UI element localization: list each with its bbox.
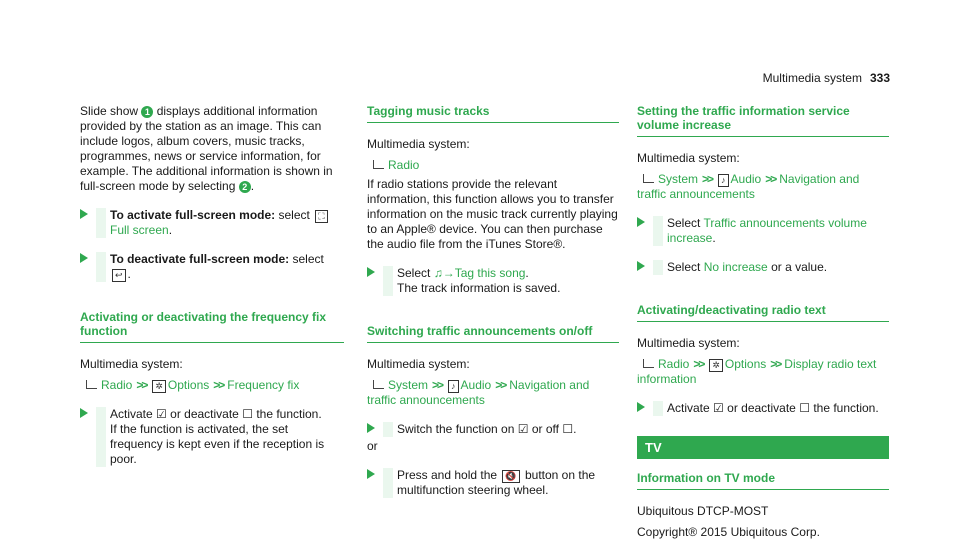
instruction-tag: Select ♫→Tag this song. The track information is saved. [367, 266, 619, 296]
freq-ins-3: the function. [256, 407, 322, 421]
arrow-icon [367, 267, 375, 277]
badge-2: 2 [239, 181, 251, 193]
deactivate-text: select [292, 252, 324, 266]
path-radio[interactable]: Radio [658, 357, 690, 371]
nav-path [367, 158, 619, 173]
press-text-2: button on the multifunction steering wheel. [397, 468, 596, 497]
arrow-icon [637, 402, 645, 412]
path-hook-icon [373, 380, 384, 389]
path-system[interactable]: System [658, 172, 699, 186]
path-navigation[interactable]: Navigation and traffic announcements [367, 378, 590, 407]
arrow-icon [367, 423, 375, 433]
switch-text-1: Switch the function on [397, 422, 515, 436]
path-radio[interactable]: Radio [388, 158, 420, 172]
vol-heading: Setting the traffic information service volume increase [637, 104, 889, 137]
nav-path: Radio >> ✲ Options >> Frequency fix [80, 378, 344, 393]
checkbox-checked-icon: ☑ [156, 407, 167, 421]
audio-icon: ♪ [448, 380, 459, 393]
arrow-icon [637, 261, 645, 271]
act-1: Activate [667, 401, 710, 415]
checkbox-empty-icon: ☐ [562, 422, 574, 436]
act-2: or deactivate [727, 401, 796, 415]
column-1 [80, 104, 344, 467]
column-2 [367, 104, 619, 498]
deactivate-label: To deactivate full-screen mode: [110, 252, 290, 266]
fullscreen-link[interactable]: Full screen [110, 223, 169, 237]
arrow-icon [367, 469, 375, 479]
tv-section-bar: TV [637, 436, 889, 459]
press-text-1: Press and hold the [397, 468, 498, 482]
or-text: or [367, 439, 378, 453]
page-number: 333 [869, 71, 890, 85]
path-navigation[interactable]: Navigation and traffic announcements [637, 172, 860, 201]
tag-heading: Tagging music tracks [367, 104, 619, 123]
select-label: Select [397, 266, 431, 280]
options-icon: ✲ [709, 359, 723, 372]
path-prefix: Multimedia system: [367, 357, 470, 371]
instruction-no-increase [637, 260, 889, 275]
audio-icon: ♪ [718, 174, 729, 187]
path-prefix: Multimedia system: [637, 151, 740, 165]
tag-this-song-link[interactable]: Tag this song [454, 266, 526, 280]
nav-path: Radio >> ✲ Options >> Display radio text information [637, 357, 877, 386]
instruction-press [367, 468, 619, 498]
path-prefix: Multimedia system: [367, 137, 470, 151]
path-options[interactable]: Options [167, 378, 210, 392]
path-prefix: Multimedia system: [637, 336, 740, 350]
radiotext-heading: Activating/deactivating radio text [637, 303, 889, 322]
checkbox-empty-icon: ☐ [242, 407, 253, 421]
arrow-icon [80, 408, 88, 418]
back-icon: ↩ [112, 269, 126, 282]
switch-text-2: or off [531, 422, 559, 436]
mute-icon: 🔇 [502, 470, 519, 483]
path-audio[interactable]: Audio [460, 378, 492, 392]
instruction-activate: To activate full-screen mode: select ⛶ Full screen. [80, 208, 344, 238]
path-radio[interactable]: Radio [101, 378, 133, 392]
path-hook-icon [643, 174, 654, 183]
slide-show-paragraph: Slide show 1 displays additional information provided by the station as an image. This can include logos, album covers, music tracks, programmes, news or service information, for example. The additional information is shown in full-screen mode by selecting 2 . [80, 104, 333, 193]
fullscreen-icon: ⛶ [315, 210, 327, 223]
path-frequency-fix[interactable]: Frequency fix [227, 378, 300, 392]
instruction-deactivate: To deactivate full-screen mode: select ↩ . [80, 252, 344, 282]
column-3 [637, 104, 889, 540]
tag-text: If radio stations provide the relevant information, this function allows you to transfer information on the music track currently playing to an Apple® device. You can then purchase the audio file from the iTunes Store®. [367, 177, 618, 251]
checkbox-empty-icon: ☐ [799, 401, 810, 415]
switch-heading: Switching traffic announcements on/off [367, 324, 619, 343]
freq-ins-2: or deactivate [170, 407, 239, 421]
instruction-freq [80, 407, 344, 467]
arrow-icon [80, 253, 88, 263]
activate-label: To activate full-screen mode: [110, 208, 276, 222]
slide-text: displays additional information provided by the station as an image. This can include logos, album covers, music tracks, programmes, news or service information, for example. The additional information is shown in full-screen mode by selecting [80, 104, 333, 193]
instruction-switch: Switch the function on ☑ or off ☐. [367, 422, 619, 437]
tv-line-1: Ubiquitous DTCP-MOST [637, 504, 769, 518]
slide-intro: Slide show [80, 104, 139, 118]
no-increase-link[interactable]: No increase [703, 260, 768, 274]
act-3: the function. [813, 401, 879, 415]
path-audio[interactable]: Audio [730, 172, 762, 186]
select-label: Select [667, 216, 701, 230]
arrow-icon [637, 217, 645, 227]
options-icon: ✲ [152, 380, 166, 393]
freq-heading: Activating or deactivating the frequency fix function [80, 310, 344, 343]
instruction-vol: Select Traffic announcements volume increase. [637, 216, 889, 246]
arrow-icon [80, 209, 88, 219]
tv-heading: Information on TV mode [637, 471, 889, 490]
saved-text: The track information is saved. [397, 281, 561, 295]
vol-increase-link[interactable]: Traffic announcements volume increase [667, 216, 867, 245]
header-section: Multimedia system [762, 71, 862, 85]
path-display-radio-text[interactable]: Display radio text information [637, 357, 877, 386]
path-hook-icon [643, 359, 654, 368]
path-hook-icon [373, 160, 384, 169]
page-header [763, 71, 890, 86]
checkbox-checked-icon: ☑ [517, 422, 529, 436]
nav-path: System >> ♪ Audio >> Navigation and traffic announcements [637, 172, 860, 201]
nav-path: System >> ♪ Audio >> Navigation and traffic announcements [367, 378, 590, 407]
freq-ins-4: If the function is activated, the set frequency is kept even if the reception is poor. [110, 422, 325, 466]
path-prefix: Multimedia system: [80, 357, 183, 371]
select2-label: Select [667, 260, 701, 274]
path-hook-icon [86, 380, 97, 389]
freq-ins-1: Activate [110, 407, 153, 421]
activate-text: select [278, 208, 310, 222]
tv-line-2: Copyright® 2015 Ubiquitous Corp. [637, 525, 820, 539]
music-note-icon: ♫→ [433, 266, 455, 280]
path-options[interactable]: Options [724, 357, 767, 371]
select2-suffix: or a value. [771, 260, 828, 274]
badge-1: 1 [141, 106, 153, 118]
checkbox-checked-icon: ☑ [713, 401, 724, 415]
path-system[interactable]: System [388, 378, 429, 392]
instruction-radiotext [637, 401, 889, 416]
